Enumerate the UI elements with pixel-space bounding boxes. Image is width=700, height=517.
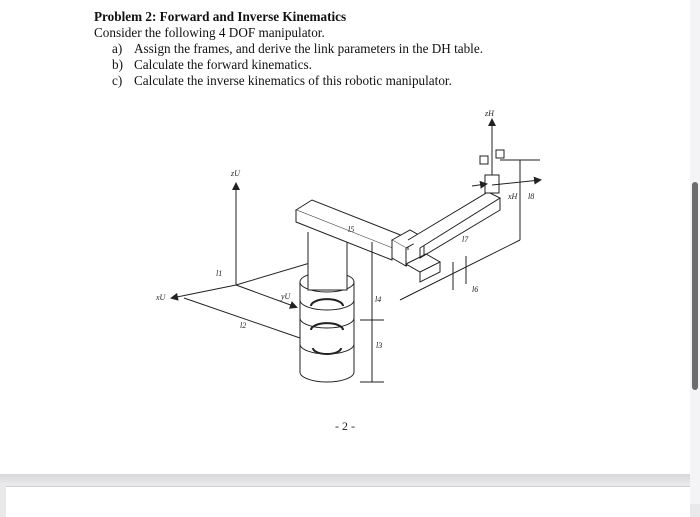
part-letter: b) [112,57,123,72]
problem-title: Problem 2: Forward and Inverse Kinematics [94,9,347,24]
scrollbar-thumb[interactable] [692,182,698,390]
label-l8: l8 [528,192,535,201]
label-l1: l1 [216,269,223,278]
label-l6: l6 [472,285,479,294]
part-letter: a) [112,41,123,56]
part-a [112,41,483,57]
part-c [112,73,483,89]
label-yU: yU [281,292,291,301]
problem-intro: Consider the following 4 DOF manipulator. [94,25,325,40]
label-l4: l4 [375,295,382,304]
xU-axis [172,285,236,298]
manipulator-figure [140,100,560,400]
next-page-top [6,486,690,517]
part-letter: c) [112,73,123,88]
problem-text [94,9,483,89]
label-xU: xU [156,293,166,302]
label-l2: l2 [240,321,247,330]
label-zU: zU [231,169,240,178]
problem-parts [94,41,483,89]
page-number: - 2 - [335,419,355,433]
label-l5: l5 [348,225,355,234]
page-separator [0,474,700,484]
label-l3: l3 [376,341,383,350]
part-b [112,57,483,73]
vertical-column [308,232,347,290]
part-text: Calculate the inverse kinematics of this robotic manipulator. [134,73,452,88]
label-zH: zH [485,109,494,118]
end-effector [472,120,540,193]
label-xH: xH [508,192,518,201]
part-text: Assign the frames, and derive the link parameters in the DH table. [134,41,483,56]
label-l7: l7 [462,235,469,244]
part-text: Calculate the forward kinematics. [134,57,312,72]
